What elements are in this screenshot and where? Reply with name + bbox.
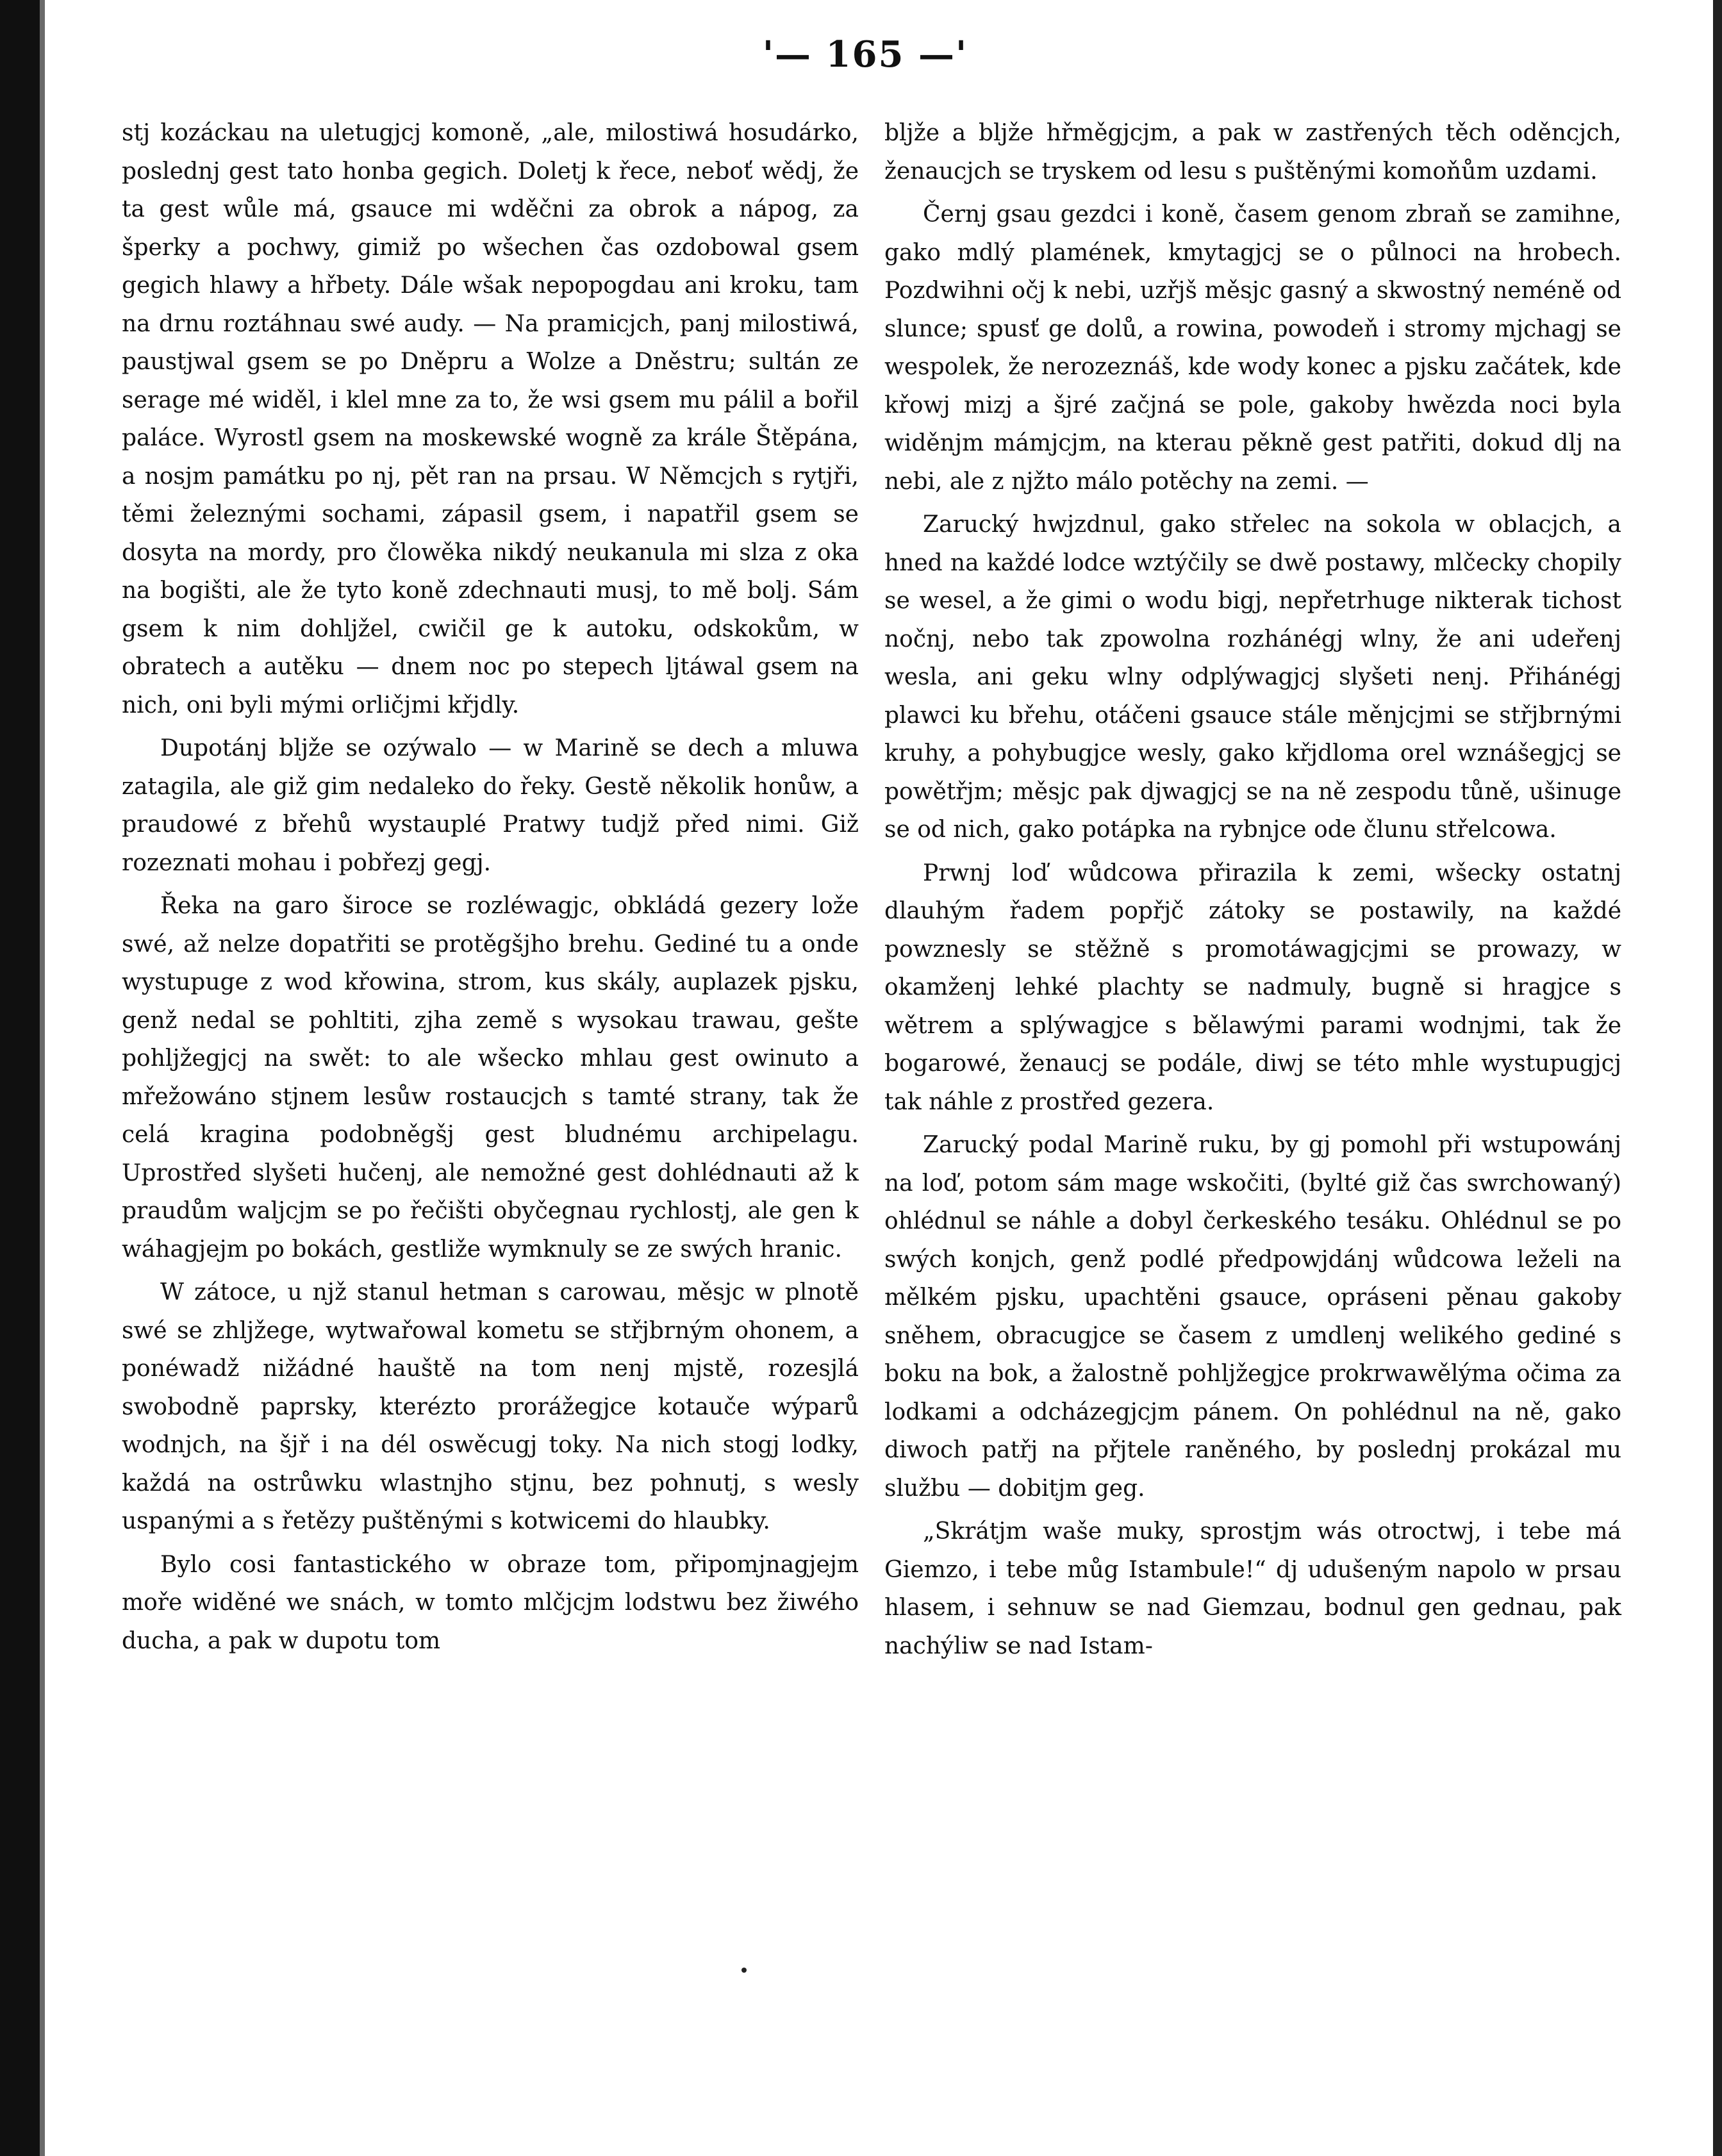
ink-speck — [741, 1968, 747, 1973]
page-right-edge — [1713, 0, 1722, 2156]
left-text-column — [122, 114, 859, 1660]
paragraph: Bylo cosi fantastického w obraze tom, připomjnagjejm moře widěné we snách, w tomto mlčjcjm lodstwu bez žiwého ducha, a pak w dupotu tom — [122, 1551, 859, 1654]
page-number: '— 165 —' — [762, 33, 968, 76]
right-text-column — [884, 114, 1621, 1665]
book-binding-edge — [0, 0, 40, 2156]
paragraph: Prwnj loď wůdcowa přirazila k zemi, wšecky ostatnj dlauhým řadem popřjč zátoky se postawily, na každé powznesly se stěžně s promotáwagjcjmi se prowazy, w okamženj lehké plachty se nadmuly, bugně si hragjce s wětrem a splýwagjce s bělawými parami wodnjmi, tak že bogarowé, ženaucj se podále, diwj se této mhle wystupugjcj tak náhle z prostřed gezera. — [884, 859, 1621, 1115]
paragraph: W zátoce, u njž stanul hetman s carowau, měsjc w plnotě swé se zhljžege, wytwařowal kometu se střjbrným ohonem, a ponéwadž nižádné hauště na tom nenj mjstě, rozesjlá swobodně paprsky, kterézto prorážegjce kotauče wýparů wodnjch, na šjř i na dél oswěcugj toky. Na nich stogj lodky, každá na ostrůwku wlastnjho stjnu, bez pohnutj, s wesly uspanými a s řetězy puštěnými s kotwicemi do hlaubky. — [122, 1279, 859, 1534]
paragraph: Dupotánj bljže se ozýwalo — w Marině se dech a mluwa zatagila, ale giž gim nedaleko do řeky. Gestě několik honůw, a praudowé z břehů wystauplé Pratwy tudjž před nimi. Giž rozeznati mohau i pobřezj gegj. — [122, 735, 859, 876]
paragraph: Řeka na garo široce se rozléwagjc, obkládá gezery lože swé, až nelze dopatřiti se protěgšjho brehu. Gediné tu a onde wystupuge z wod křowina, strom, kus skály, auplazek pjsku, genž nedal se pohltiti, zjha země s wysokau trawau, gešte pohljžegjcj na swět: to ale wšecko mhlau gest owinuto a mřežowáno stjnem lesůw rostaucjch s tamté strany, tak že celá kragina podobněgšj gest bludnému archipelagu. Uprostřed slyšeti hučenj, ale nemožné gest dohlédnauti až k praudům waljcjm se po řečišti obyčegnau rychlostj, ale gen k wáhagjejm po bokách, gestliže wymknuly se ze swých hranic. — [122, 893, 859, 1263]
paragraph: stj kozáckau na uletugjcj komoně, „ale, milostiwá hosudárko, poslednj gest tato honba gegich. Doletj k řece, neboť wědj, že ta gest wůle má, gsauce mi wděčni za obrok a nápog, za šperky a pochwy, gimiž po wšechen čas ozdobowal gsem gegich hlawy a hřbety. Dále wšak nepopogdau ani kroku, tam na drnu roztáhnau swé audy. — Na pramicjch, panj milostiwá, paustjwal gsem se po Dněpru a Wolze a Dněstru; sultán ze serage mé widěl, i klel mne za to, že wsi gsem mu pálil a bořil paláce. Wyrostl gsem na moskewské wogně za krále Štěpána, a nosjm památku po nj, pět ran na prsau. W Němcjch s rytjři, těmi železnými sochami, zápasil gsem, i napatřil gsem se dosyta na mordy, pro člowěka nikdý neukanula mi slza z oka na bogišti, ale že tyto koně zdechnauti musj, to mě bolj. Sám gsem k nim dohljžel, cwičil ge k autoku, odskokům, w obratech a autěku — dnem noc po stepech ljtáwal gsem na nich, oni byli mými orličjmi křjdly. — [122, 120, 859, 718]
paragraph: Zarucký hwjzdnul, gako střelec na sokola w oblacjch, a hned na každé lodce wztýčily se dwě postawy, mlčecky chopily se wesel, a že gimi o wodu bigj, nepřetrhuge nikterak tichost nočnj, nebo tak zpowolna rozhánégj wlny, že ani udeřenj wesla, ani geku wlny odplýwagjcj slyšeti nenj. Přihánégj plawci ku břehu, otáčeni gsauce stále měnjcjmi se střjbrnými kruhy, a pohybugjce wesly, gako křjdloma orel wznášegjcj se powětřjm; měsjc pak djwagjcj se na ně zespodu tůně, ušinuge se od nich, gako potápka na rybnjce ode člunu střelcowa. — [884, 511, 1621, 843]
book-binding-shadow — [40, 0, 45, 2156]
paragraph: „Skrátjm waše muky, sprostjm wás otroctwj, i tebe má Giemzo, i tebe můg Istambule!“ dj udušeným napolo w prsau hlasem, i sehnuw se nad Giemzau, bodnul gen gednau, pak nachýliw se nad Istam- — [884, 1518, 1621, 1659]
paragraph: bljže a bljže hřměgjcjm, a pak w zastřených těch oděncjch, ženaucjch se tryskem od lesu s puštěnými komoňům uzdami. — [884, 120, 1621, 185]
paragraph: Zarucký podal Marině ruku, by gj pomohl při wstupowánj na loď, potom sám mage wskočiti, (bylté giž čas swrchowaný) ohlédnul se náhle a dobyl čerkeského tesáku. Ohlédnul se po swých konjch, genž podlé předpowjdánj wůdcowa leželi na mělkém pjsku, upachtěni gsauce, opráseni pěnau gakoby sněhem, obracugjce se časem z umdlenj welikého gediné s boku na bok, a žalostně pohljžegjce prokrwawělýma očima za lodkami a odcházegjcjm pánem. On pohlédnul na ně, gako diwoch patřj na přjtele raněného, by poslednj prokázal mu službu — dobitjm geg. — [884, 1132, 1621, 1502]
paragraph: Černj gsau gezdci i koně, časem genom zbraň se zamihne, gako mdlý plamének, kmytagjcj se o půlnoci na hrobech. Pozdwihni očj k nebi, uzřjš měsjc gasný a skwostný neméně od slunce; spusť ge dolů, a rowina, powodeň i stromy mjchagj se wespolek, že nerozeznáš, kde wody konec a pjsku začátek, kde křowj mizj a šjré začjná se pole, gakoby hwězda noci byla widěnjm mámjcjm, na kterau pěkně gest patřiti, dokud dlj na nebi, ale z njžto málo potěchy na zemi. — — [884, 201, 1621, 495]
